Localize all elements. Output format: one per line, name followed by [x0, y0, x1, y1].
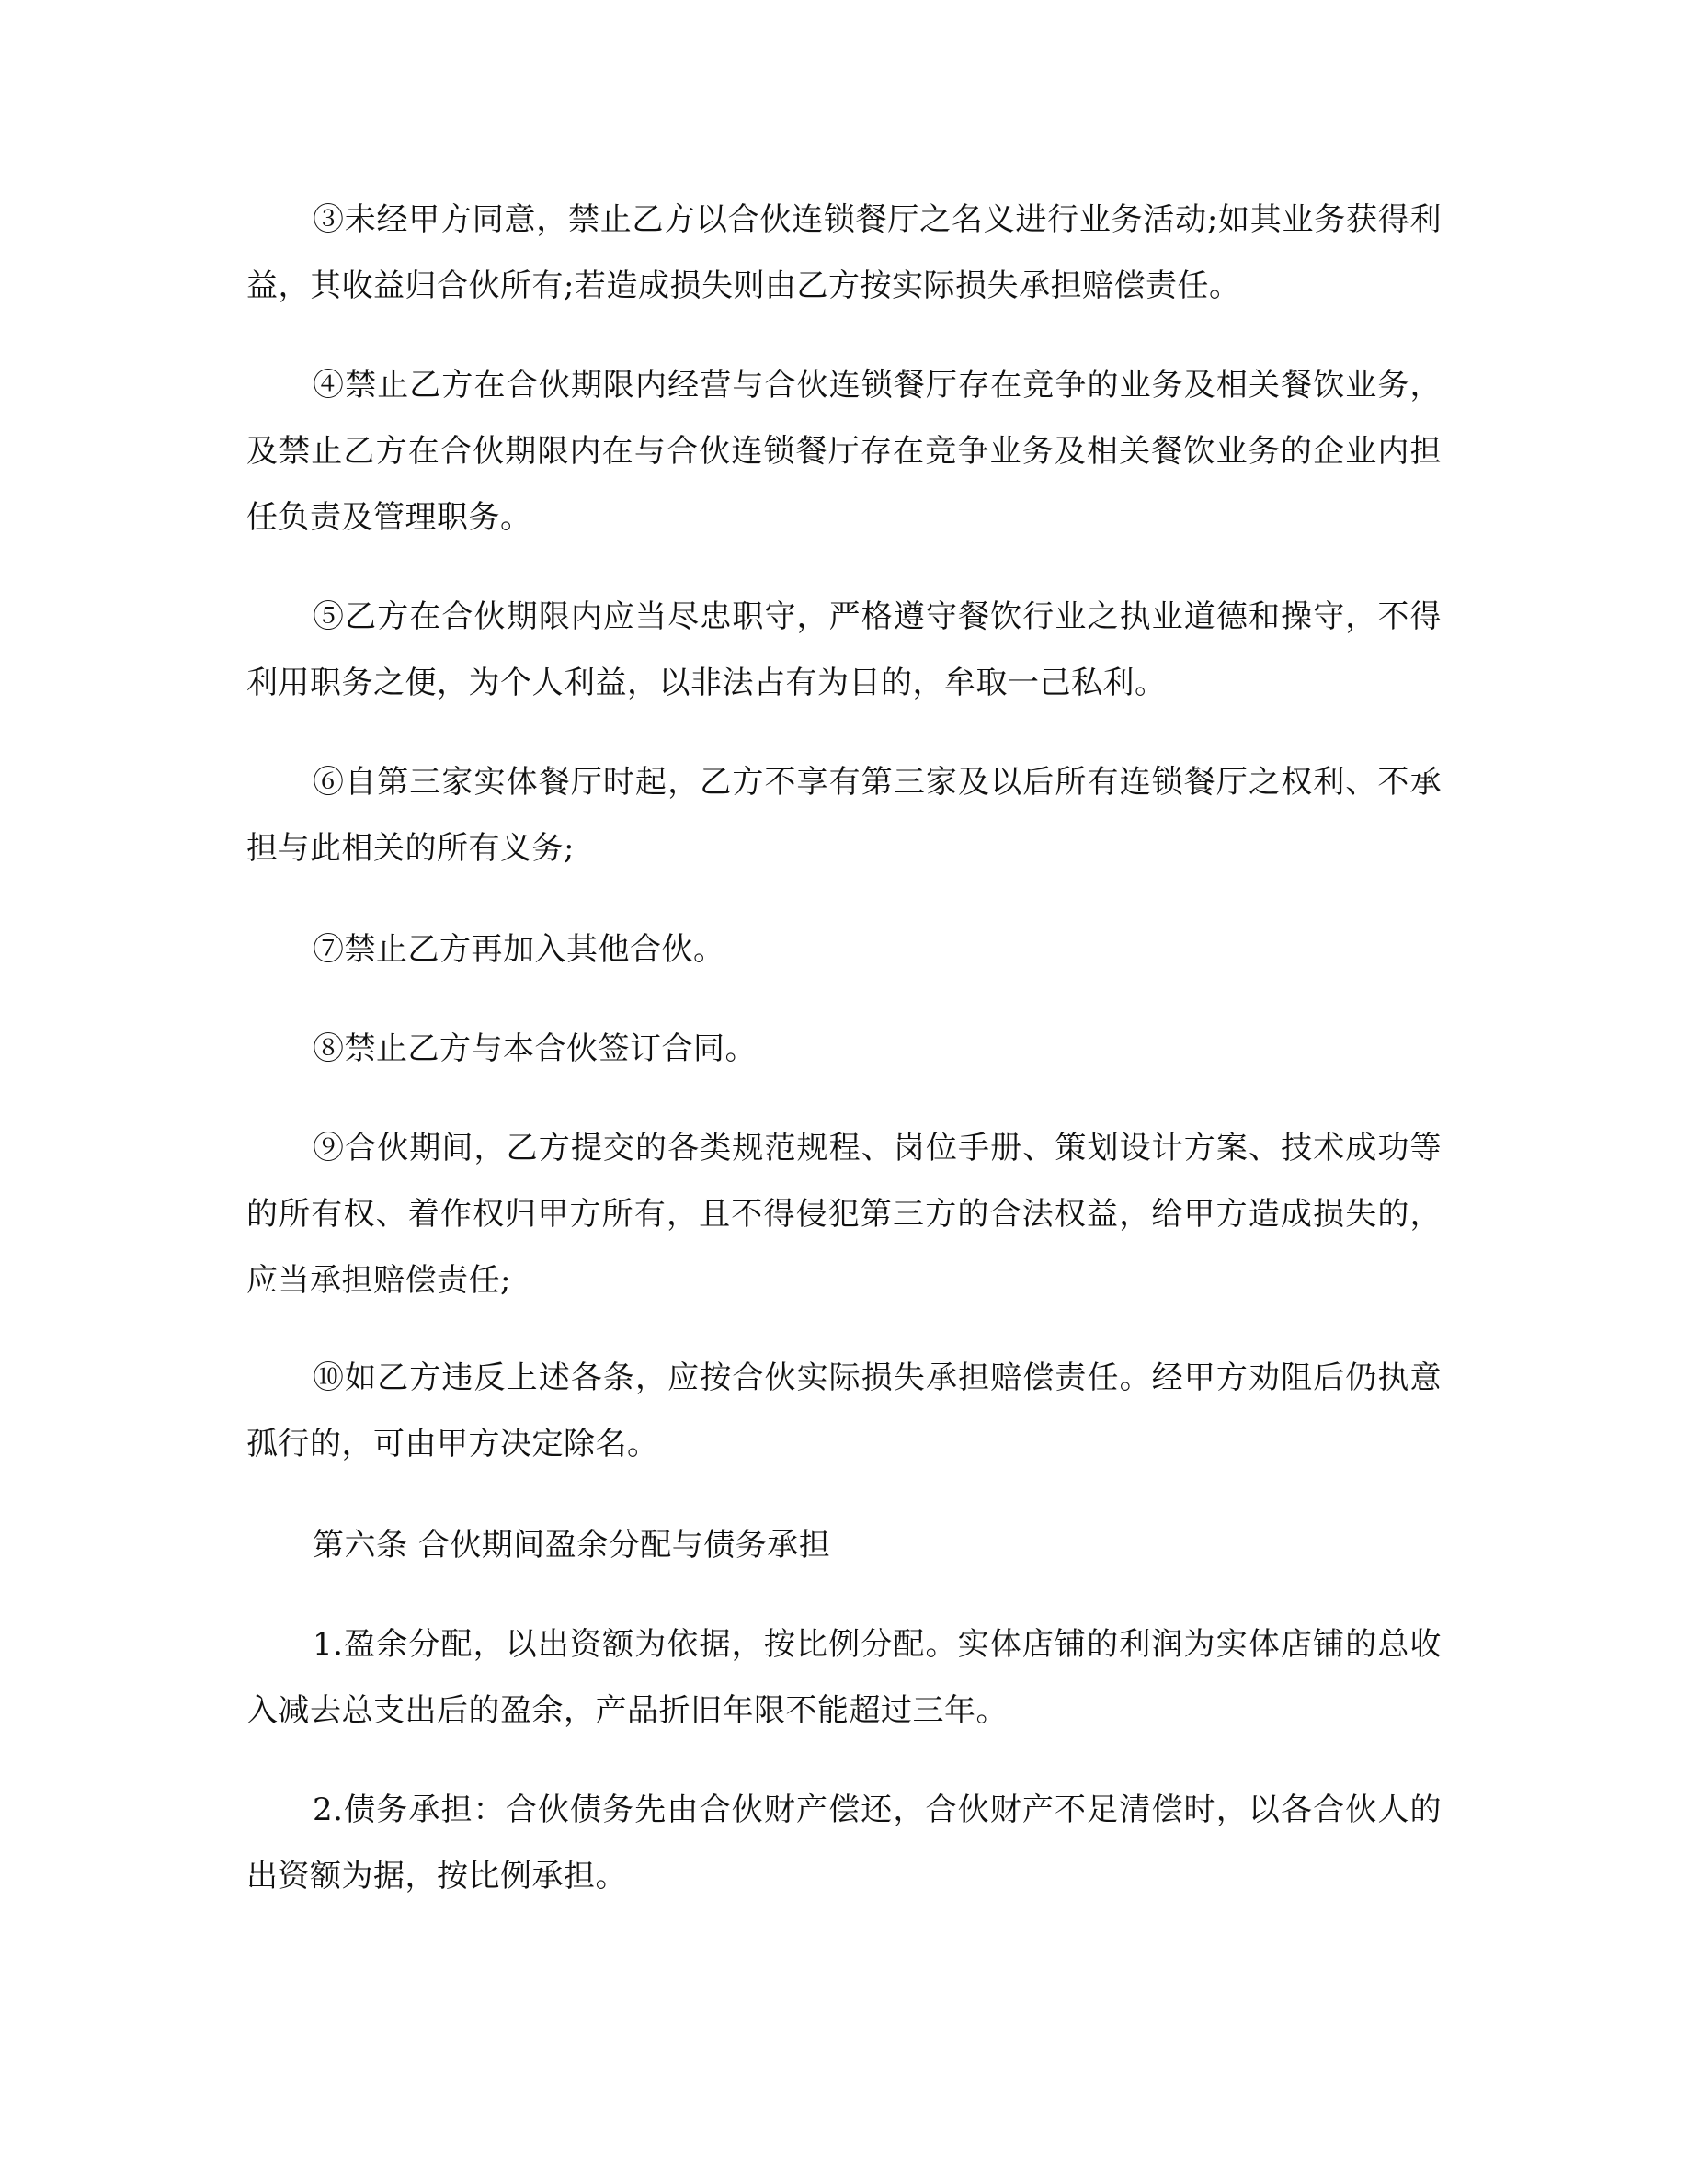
clause-10-paragraph: ⑩如乙方违反上述各条，应按合伙实际损失承担赔偿责任。经甲方劝阻后仍执意孤行的，可由甲方决定除名。 — [246, 1359, 1442, 1462]
clause-6-paragraph: ⑥自第三家实体餐厅时起，乙方不享有第三家及以后所有连锁餐厅之权利、不承担与此相关的所有义务; — [246, 764, 1442, 867]
clause-7-paragraph: ⑦禁止乙方再加入其他合伙。 — [313, 931, 725, 968]
clause-9-paragraph: ⑨合伙期间，乙方提交的各类规范规程、岗位手册、策划设计方案、技术成功等的所有权、着作权归甲方所有，且不得侵犯第三方的合法权益，给甲方造成损失的，应当承担赔偿责任; — [246, 1130, 1442, 1299]
article-6-heading: 第六条 合伙期间盈余分配与债务承担 — [313, 1527, 831, 1564]
clause-4-paragraph: ④禁止乙方在合伙期限内经营与合伙连锁餐厅存在竞争的业务及相关餐饮业务，及禁止乙方在合伙期限内在与合伙连锁餐厅存在竞争业务及相关餐饮业务的企业内担任负责及管理职务。 — [246, 367, 1442, 536]
article-6-item-1: 1.盈余分配，以出资额为依据，按比例分配。实体店铺的利润为实体店铺的总收入减去总支出后的盈余，产品折旧年限不能超过三年。 — [246, 1626, 1442, 1729]
article-6-item-2: 2.债务承担：合伙债务先由合伙财产偿还，合伙财产不足清偿时，以各合伙人的出资额为据，按比例承担。 — [246, 1792, 1442, 1894]
clause-5-paragraph: ⑤乙方在合伙期限内应当尽忠职守，严格遵守餐饮行业之执业道德和操守，不得利用职务之便，为个人利益，以非法占有为目的，牟取一己私利。 — [246, 598, 1442, 701]
clause-3-paragraph: ③未经甲方同意，禁止乙方以合伙连锁餐厅之名义进行业务活动;如其业务获得利益，其收益归合伙所有;若造成损失则由乙方按实际损失承担赔偿责任。 — [246, 201, 1442, 304]
clause-8-paragraph: ⑧禁止乙方与本合伙签订合同。 — [313, 1030, 757, 1067]
